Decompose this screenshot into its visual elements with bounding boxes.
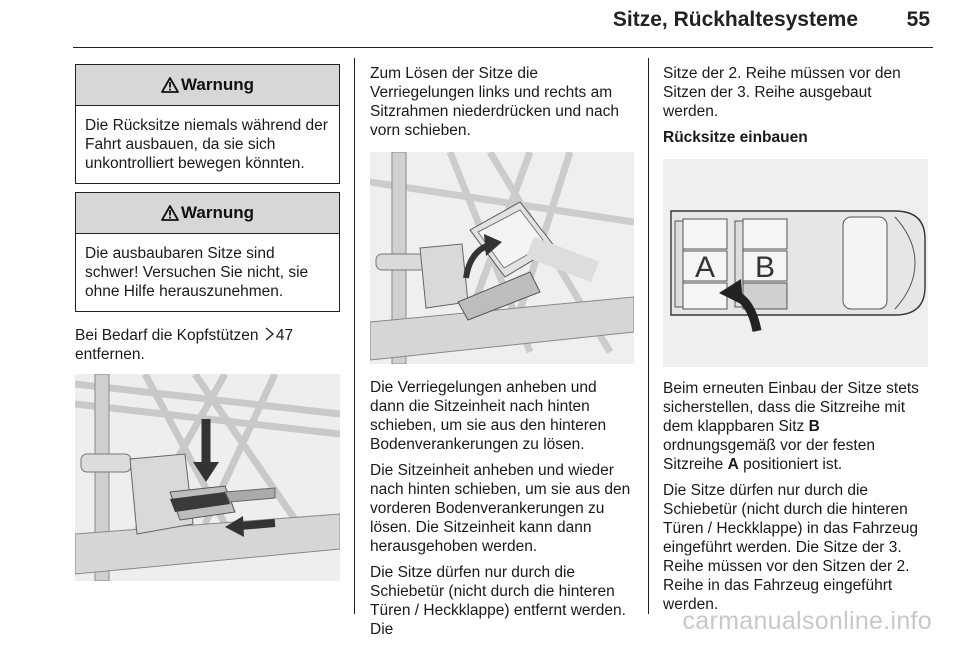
paragraph: Zum Lösen der Sitze die Verriegelungen links und rechts am Sitzrahmen niederdrücken und nach vorn schieben.	[370, 65, 620, 139]
warning-triangle-icon	[161, 205, 179, 221]
paragraph-text: Bei Bedarf die Kopfstützen	[75, 327, 259, 344]
warning-box	[75, 64, 340, 184]
warning-header	[76, 193, 339, 234]
column-1	[75, 64, 340, 581]
illustration-seat-lock-lift	[370, 152, 634, 364]
illustration-seat-layout	[663, 159, 928, 367]
warning-triangle-icon	[161, 77, 179, 93]
column-divider-2	[648, 58, 649, 614]
page-reference-arrow-icon	[264, 327, 275, 341]
warning-box	[75, 192, 340, 312]
paragraph: Sitze der 2. Reihe müssen vor den Sitzen der 3. Reihe ausgebaut werden.	[663, 65, 901, 120]
warning-header	[76, 65, 339, 106]
page-number: 55	[906, 8, 930, 31]
column-3	[663, 64, 928, 621]
paragraph	[663, 379, 928, 474]
warning-text: Die Rücksitze niemals während der Fahrt ausbauen, da sie sich unkontrolliert bewegen könnten.	[85, 117, 328, 172]
page-reference-link[interactable]: 47	[275, 327, 294, 344]
warning-heading: Warnung	[180, 203, 255, 222]
seat-a-reference: A	[727, 456, 739, 473]
section-subheading: Rücksitze einbauen	[663, 129, 808, 146]
paragraph-text: entfernen.	[75, 346, 145, 363]
column-2	[370, 64, 634, 646]
header-divider	[73, 47, 933, 48]
seat-b-reference: B	[808, 418, 820, 435]
watermark: carmanualsonline.info	[682, 607, 932, 635]
warning-text: Die ausbaubaren Sitze sind schwer! Versuchen Sie nicht, sie ohne Hilfe herauszunehmen.	[85, 245, 309, 300]
paragraph: Die Sitze dürfen nur durch die Schiebetür (nicht durch die hinteren Türen / Heckklappe) entfernt werden. Die	[370, 564, 626, 638]
paragraph-text: Beim erneuten Einbau der Sitze stets sicherstellen, dass die Sitzreihe mit dem klappbaren Sitz	[663, 380, 919, 435]
paragraph: Die Verriegelungen anheben und dann die Sitzeinheit nach hinten schieben, um sie aus den hinteren Bodenverankerungen zu lösen.	[370, 379, 607, 453]
paragraph-text: ordnungsgemäß vor der festen Sitzreihe	[663, 437, 875, 473]
column-divider-1	[354, 58, 355, 614]
warning-heading: Warnung	[180, 75, 255, 94]
illustration-seat-lock-push	[75, 374, 340, 581]
paragraph: Die Sitze dürfen nur durch die Schiebetür (nicht durch die hinteren Türen / Heckklappe) in das Fahrzeug eingeführt werden. Die Sitze der 3. Reihe müssen vor den Sitzen der 2. Reihe in das Fahrzeug eingeführt werden.	[663, 482, 919, 613]
headrest-paragraph	[75, 326, 340, 364]
paragraph-text: positioniert ist.	[743, 456, 843, 473]
seat-row-label-b: B	[754, 251, 776, 284]
seat-row-label-a: A	[694, 251, 716, 284]
paragraph: Die Sitzeinheit anheben und wieder nach hinten schieben, um sie aus den vorderen Bodenverankerungen zu lösen. Die Sitzeinheit kann dann herausgehoben werden.	[370, 462, 631, 555]
page-header-title: Sitze, Rückhaltesysteme	[612, 8, 858, 31]
